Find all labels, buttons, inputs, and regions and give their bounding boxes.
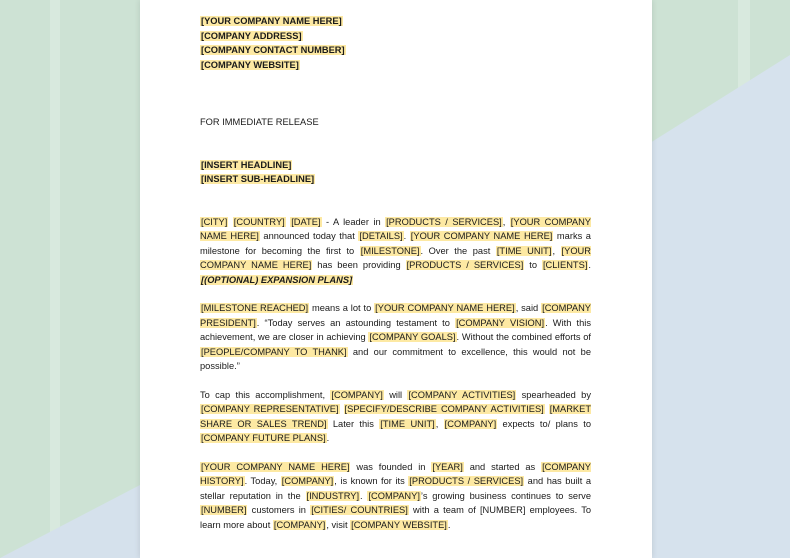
text: . Over the past — [420, 245, 496, 256]
placeholder: [YEAR] — [432, 461, 463, 472]
placeholder: [COMPANY REPRESENTATIVE] — [201, 404, 339, 414]
placeholder: [PRODUCTS / SERVICES] — [386, 216, 502, 227]
text: and our commitment to excellence, this would not be possible.” — [200, 346, 592, 371]
placeholder: [COMPANY VISION] — [456, 317, 545, 328]
placeholder: [MARKET SHARE OR SALES TREND] — [200, 404, 592, 429]
placeholder: [SPECIFY/DESCRIBE COMPANY ACTIVITIES] — [344, 404, 544, 414]
placeholder: [CITY] — [201, 216, 228, 227]
headline-placeholder: [INSERT HEADLINE] — [201, 159, 292, 170]
text: . Without the combined efforts of — [456, 332, 592, 342]
placeholder: [DATE] — [291, 216, 321, 227]
company-website-placeholder: [COMPANY WEBSITE] — [201, 59, 299, 70]
text: , — [435, 418, 444, 429]
placeholder: [COMPANY HISTORY] — [200, 461, 591, 486]
placeholder: [COMPANY WEBSITE] — [351, 519, 447, 530]
placeholder: [CLIENTS] — [542, 260, 588, 270]
placeholder: [TIME UNIT] — [496, 245, 552, 256]
text: means a lot to — [309, 303, 375, 313]
placeholder: [YOUR COMPANY NAME HERE] — [410, 231, 553, 241]
text: . — [447, 519, 451, 530]
company-name-placeholder: [YOUR COMPANY NAME HERE] — [201, 16, 342, 26]
company-header — [200, 14, 591, 72]
placeholder: [YOUR COMPANY NAME HERE] — [200, 245, 591, 270]
text: was founded in — [350, 461, 432, 472]
placeholder: [COMPANY PRESIDENT] — [200, 303, 592, 328]
text: customers in — [247, 505, 311, 515]
placeholder: [TIME UNIT] — [380, 418, 435, 429]
placeholder: [COMPANY] — [331, 389, 383, 400]
text: marks a milestone for becoming the first to — [200, 231, 591, 256]
text — [340, 404, 344, 414]
placeholder: [COMPANY] — [273, 519, 326, 530]
placeholder: [PRODUCTS / SERVICES] — [406, 260, 524, 270]
release-label: FOR IMMEDIATE RELEASE — [200, 117, 319, 127]
paragraph-accomplishment — [200, 388, 591, 446]
text: . — [588, 260, 591, 270]
placeholder: [MILESTONE REACHED] — [201, 303, 309, 313]
text: has been providing — [312, 260, 406, 270]
company-address-placeholder: [COMPANY ADDRESS] — [201, 30, 302, 41]
document-page — [140, 0, 652, 558]
placeholder: [COUNTRY] — [233, 216, 285, 227]
placeholder: [COMPANY] — [444, 418, 497, 429]
text: . “Today serves an astounding testament to — [256, 317, 456, 328]
placeholder: [MILESTONE] — [360, 245, 420, 256]
text: spearheaded by — [516, 389, 592, 400]
text: with a team of [NUMBER] employees. To learn more about — [200, 505, 592, 530]
text: announced today that — [259, 231, 359, 241]
placeholder: [(OPTIONAL) EXPANSION PLANS] — [201, 274, 353, 285]
placeholder: [CITIES/ COUNTRIES] — [311, 505, 408, 515]
background-left-panel — [0, 0, 140, 558]
document-content — [200, 14, 591, 532]
placeholder: [COMPANY] — [281, 476, 334, 486]
placeholder: [DETAILS] — [359, 231, 403, 241]
text: , is known for its — [334, 476, 409, 486]
paragraph-intro — [200, 215, 591, 288]
placeholder: [PRODUCTS / SERVICES] — [409, 476, 524, 486]
placeholder: [YOUR COMPANY NAME HERE] — [375, 303, 515, 313]
text: . — [360, 490, 368, 501]
text: Later this — [327, 418, 380, 429]
subheadline-placeholder: [INSERT SUB-HEADLINE] — [201, 174, 315, 184]
placeholder: [COMPANY] — [368, 490, 420, 501]
text: ’s growing business continues to serve — [420, 490, 591, 501]
placeholder: [COMPANY ACTIVITIES] — [408, 389, 516, 400]
text: will — [383, 389, 408, 400]
headline-block — [200, 158, 591, 187]
text: To cap this accomplishment, — [200, 389, 331, 400]
text: , said — [515, 303, 542, 313]
placeholder: [PEOPLE/COMPANY TO THANK] — [201, 346, 347, 357]
text: and has built a stellar reputation in the — [200, 476, 592, 501]
placeholder: [COMPANY GOALS] — [369, 332, 456, 342]
paragraph-about — [200, 460, 591, 533]
background-left-stripe — [50, 0, 60, 558]
placeholder: [INDUSTRY] — [306, 490, 360, 501]
paragraph-milestone — [200, 301, 591, 374]
text: . With this achievement, we are closer in achieving — [200, 317, 592, 342]
text: , — [502, 216, 510, 227]
text: expects to/ plans to — [497, 418, 591, 429]
company-contact-placeholder: [COMPANY CONTACT NUMBER] — [201, 45, 345, 55]
text: and started as — [463, 461, 542, 472]
text: . — [326, 433, 330, 443]
placeholder: [YOUR COMPANY NAME HERE] — [200, 216, 592, 241]
placeholder: [NUMBER] — [201, 505, 247, 515]
text: , — [552, 245, 561, 256]
text: , visit — [326, 519, 351, 530]
placeholder: [COMPANY FUTURE PLANS] — [201, 433, 326, 443]
text: - A leader in — [321, 216, 386, 227]
placeholder: [YOUR COMPANY NAME HERE] — [201, 461, 350, 472]
text: to — [524, 260, 542, 270]
text: . — [403, 231, 410, 241]
text: . Today, — [244, 476, 281, 486]
